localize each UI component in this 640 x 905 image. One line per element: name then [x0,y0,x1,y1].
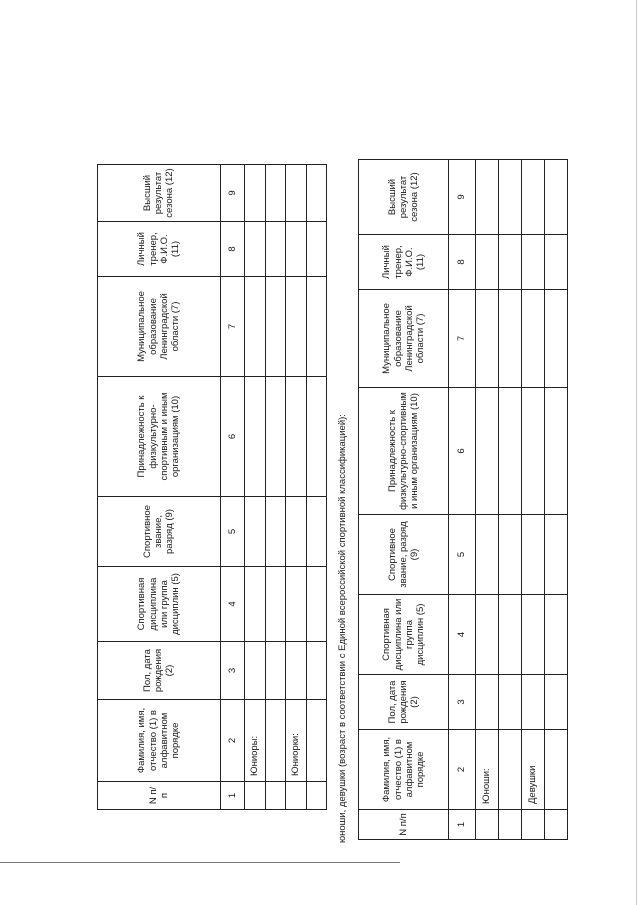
table-row [521,160,544,840]
header-organization: Принадлежность к физкультурно-спортивным и иным организациям (10) [98,377,221,497]
header-rank: Спортивное звание, разряд (9) [98,497,221,567]
column-number: 1 [220,782,245,810]
group-label: Девушки [521,730,544,810]
header-sex-birthdate: Пол, дата рождения (2) [98,642,221,700]
header-rank: Спортивное звание, разряд (9) [359,515,449,595]
header-discipline: Спортивная дисциплина или группа дисциплин (5) [98,567,221,642]
header-organization: Принадлежность к физкультурно-спортивным и иным организациям (10) [359,388,449,515]
column-number: 3 [449,675,475,730]
header-best-result: Высший результат сезона (12) [359,160,449,235]
page-bottom-line [0,862,400,863]
table-juniors [97,165,327,810]
table-row [475,160,498,840]
column-number: 3 [220,642,245,700]
column-number: 6 [220,377,245,497]
juniors-table [97,164,327,810]
column-number: 5 [220,497,245,567]
header-sex-birthdate: Пол, дата рождения (2) [359,675,449,730]
header-coach: Личный тренер, Ф.И.О. (11) [98,222,221,277]
table-row [544,160,567,840]
header-full-name: Фамилия, имя, отчество (1) в алфавитном порядке [359,730,449,810]
column-number: 2 [449,730,475,810]
section-caption: юноши, девушки (возраст в соответствии с Единой всероссийской спортивной классификацией): [337,414,348,843]
column-number: 8 [449,235,475,290]
header-full-name: Фамилия, имя, отчество (1) в алфавитном порядке [98,700,221,782]
table-row [245,165,265,810]
column-number: 2 [220,700,245,782]
column-number: 6 [449,388,475,515]
table-row [306,165,326,810]
column-number: 9 [449,160,475,235]
column-number: 1 [449,810,475,840]
column-number: 8 [220,222,245,277]
header-number: N п/п [98,782,221,810]
table-header-row [98,165,221,810]
column-number: 4 [449,595,475,675]
page-right-edge [636,0,637,905]
group-label: Юноши: [475,730,498,810]
column-number: 5 [449,515,475,595]
column-number: 9 [220,165,245,222]
table-youth [358,160,568,840]
column-number-row [449,160,475,840]
column-number-row [220,165,245,810]
column-number: 7 [449,290,475,388]
header-discipline: Спортивная дисциплина или группа дисциплин (5) [359,595,449,675]
table-row [286,165,306,810]
youth-table [358,159,568,840]
header-coach: Личный тренер, Ф.И.О. (11) [359,235,449,290]
header-number: N п/п [359,810,449,840]
column-number: 7 [220,277,245,377]
column-number: 4 [220,567,245,642]
group-label: Юниорки: [286,700,306,782]
table-row [265,165,285,810]
group-label: Юниоры: [245,700,265,782]
table-row [498,160,521,840]
table-header-row [359,160,449,840]
header-municipality: Муниципальное образование Ленинградской области (7) [359,290,449,388]
header-best-result: Высший результат сезона (12) [98,165,221,222]
header-municipality: Муниципальное образование Ленинградской области (7) [98,277,221,377]
